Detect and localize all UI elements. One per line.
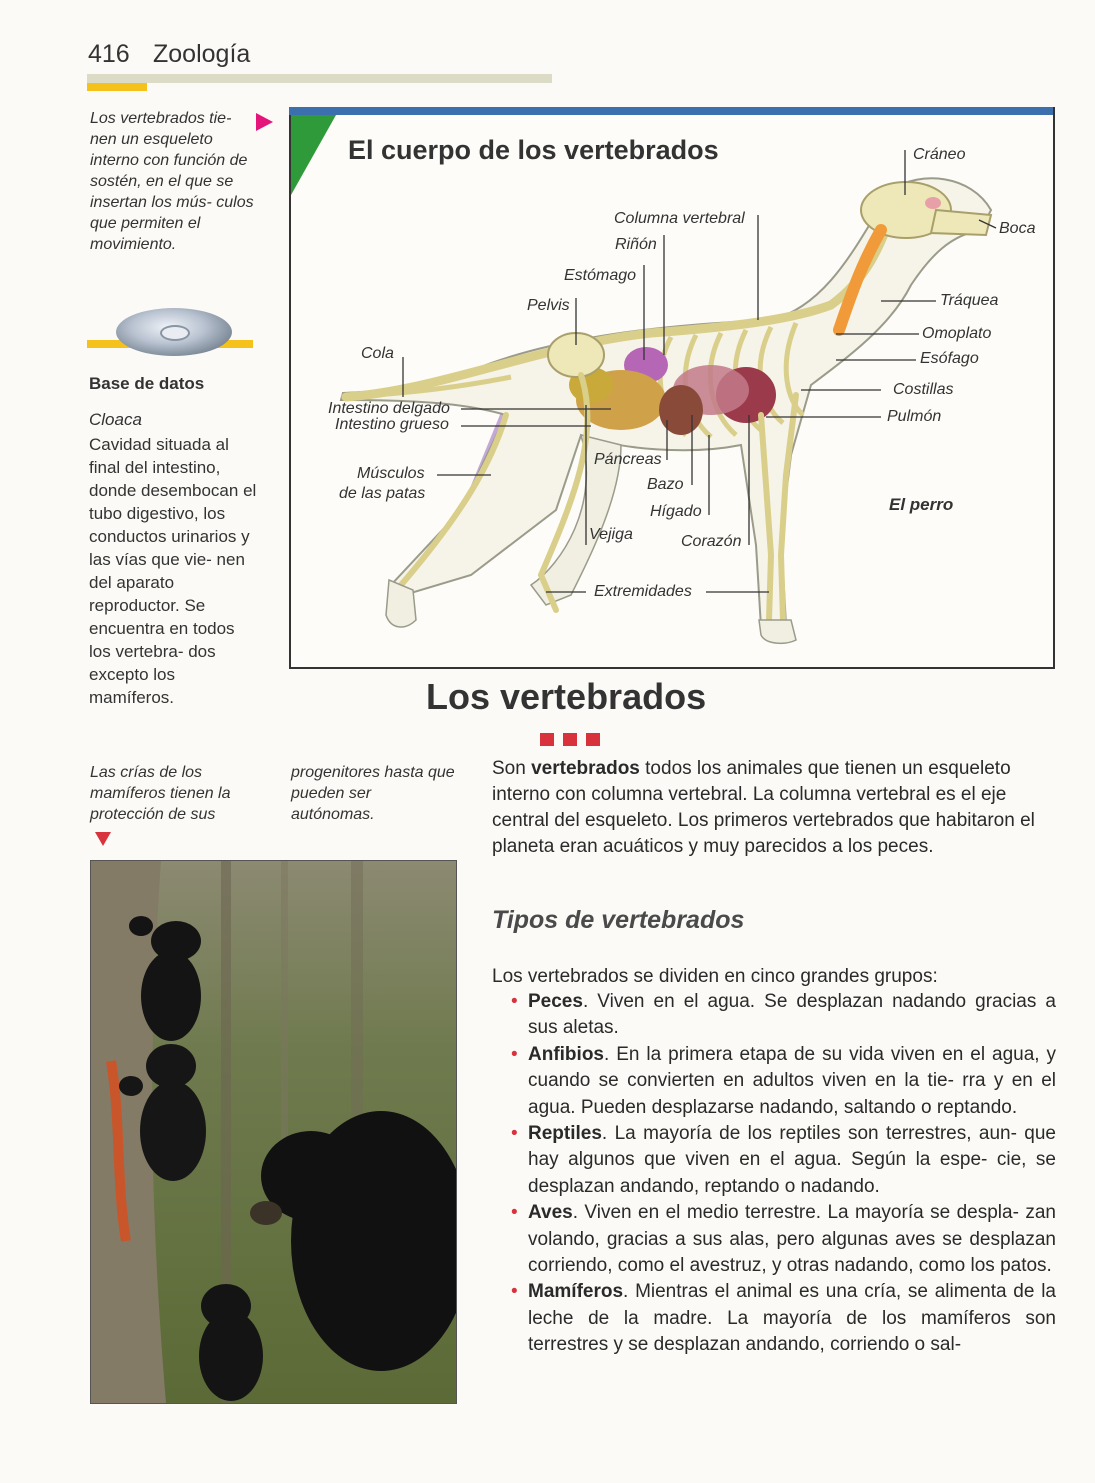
label-pancreas: Páncreas — [594, 451, 662, 468]
list-item — [511, 1042, 1056, 1121]
label-intestino-delgado: Intestino delgado — [328, 400, 450, 417]
green-corner — [291, 115, 336, 195]
bears-photo — [90, 860, 457, 1404]
label-esofago: Esófago — [920, 350, 979, 367]
label-musculos-patas: de las patas — [339, 485, 426, 502]
label-bazo: Bazo — [647, 476, 684, 493]
intro-pre: Son — [492, 758, 532, 779]
types-intro: Los vertebrados se dividen en cinco grandes grupos: — [492, 966, 938, 987]
label-extremidades: Extremidades — [594, 583, 692, 600]
label-craneo: Cráneo — [913, 146, 966, 163]
title-square-icon — [563, 733, 577, 746]
list-item-text: . En la primera etapa de su vida viven en el agua, y cuando se convierten en adultos viven en la tie- rra y en el agua. Pueden desplazarse nadando, saltando o reptando. — [528, 1043, 1056, 1118]
intro-paragraph — [492, 756, 1062, 860]
list-item-term: Mamíferos — [528, 1281, 624, 1303]
list-item-term: Peces — [528, 991, 583, 1012]
subheading: Tipos de vertebrados — [492, 906, 745, 934]
diagram-title: El cuerpo de los vertebrados — [348, 135, 719, 165]
list-item-text: . Viven en el agua. Se desplazan nadando gracias a sus aletas. — [528, 991, 1056, 1039]
label-corazon: Corazón — [681, 533, 742, 550]
title-square-icon — [540, 733, 554, 746]
intro-bold: vertebrados — [531, 758, 640, 779]
list-item-term: Anfibios — [528, 1043, 604, 1065]
label-rinon: Riñón — [615, 236, 657, 253]
header-rule — [87, 74, 552, 83]
arrow-down-icon — [95, 832, 111, 846]
list-item-text: . La mayoría de los reptiles son terrestres, aun- que hay algunos que viven en el agua. Según la espe- cie, se desplazan andando, reptando o nadando. — [528, 1123, 1056, 1197]
label-vejiga: Vejiga — [589, 526, 633, 543]
photo-caption-right: progenitores hasta que pueden ser autónomas. — [291, 764, 455, 823]
list-item — [511, 989, 1056, 1042]
page-number: 416 — [88, 40, 130, 68]
section-title: Zoología — [153, 40, 251, 68]
bullet-icon: • — [511, 1281, 518, 1303]
label-columna: Columna vertebral — [614, 210, 745, 227]
intro-post: todos los animales que tienen un esqueleto interno con columna vertebral. La columna vertebral es el eje central del esqueleto. Los primeros vertebrados que habitaron el planeta eran acuáticos y muy parecidos a los peces. — [492, 758, 1035, 857]
label-cola: Cola — [361, 345, 394, 362]
side-note: Los vertebrados tie- nen un esqueleto interno con función de sostén, en el que se insertan los mús- culos que permiten el movimiento. — [90, 110, 254, 253]
photo-caption-left: Las crías de los mamíferos tienen la protección de sus — [90, 764, 231, 823]
database-definition: Cavidad situada al final del intestino, donde desembocan el tubo digestivo, los conductos urinarios y las vías que vie- nen del aparato reproductor. Se encuentra en todos los vertebra- dos excepto los mamíferos. — [89, 435, 257, 707]
label-pelvis: Pelvis — [527, 297, 570, 314]
arrow-right-icon — [256, 113, 273, 131]
label-boca: Boca — [999, 220, 1036, 237]
title-square-icon — [586, 733, 600, 746]
types-list — [511, 989, 1056, 1359]
database-term: Cloaca — [89, 410, 142, 429]
label-higado: Hígado — [650, 503, 702, 520]
bullet-icon: • — [511, 1123, 518, 1145]
label-costillas: Costillas — [893, 381, 954, 398]
label-pulmon: Pulmón — [887, 408, 942, 425]
diagram-top-bar — [289, 107, 1053, 115]
label-traquea: Tráquea — [940, 292, 999, 309]
list-item-text: . Mientras el animal es una cría, se alimenta de la leche de la madre. La mayoría de los mamíferos son terrestres y se desplazan andando, corriendo o sal- — [528, 1281, 1056, 1356]
label-intestino-grueso: Intestino grueso — [335, 416, 449, 433]
main-title: Los vertebrados — [426, 676, 707, 717]
label-musculos: Músculos — [357, 465, 425, 482]
list-item-text: . Viven en el medio terrestre. La mayoría se despla- zan volando, gracias a sus alas, pero algunas aves se desplazan corriendo, como el avestruz, y otras nadando, como los patos. — [528, 1202, 1056, 1277]
cd-hole — [160, 325, 190, 341]
bullet-icon: • — [511, 991, 518, 1012]
header-accent — [87, 83, 147, 91]
list-item — [511, 1121, 1056, 1200]
label-el-perro: El perro — [889, 495, 954, 514]
list-item — [511, 1279, 1056, 1358]
list-item-term: Aves — [528, 1202, 573, 1224]
list-item — [511, 1200, 1056, 1279]
database-title: Base de datos — [89, 374, 205, 393]
bullet-icon: • — [511, 1202, 518, 1224]
label-omoplato: Omoplato — [922, 325, 992, 342]
bullet-icon: • — [511, 1043, 518, 1065]
list-item-term: Reptiles — [528, 1123, 602, 1145]
label-estomago: Estómago — [564, 267, 637, 284]
